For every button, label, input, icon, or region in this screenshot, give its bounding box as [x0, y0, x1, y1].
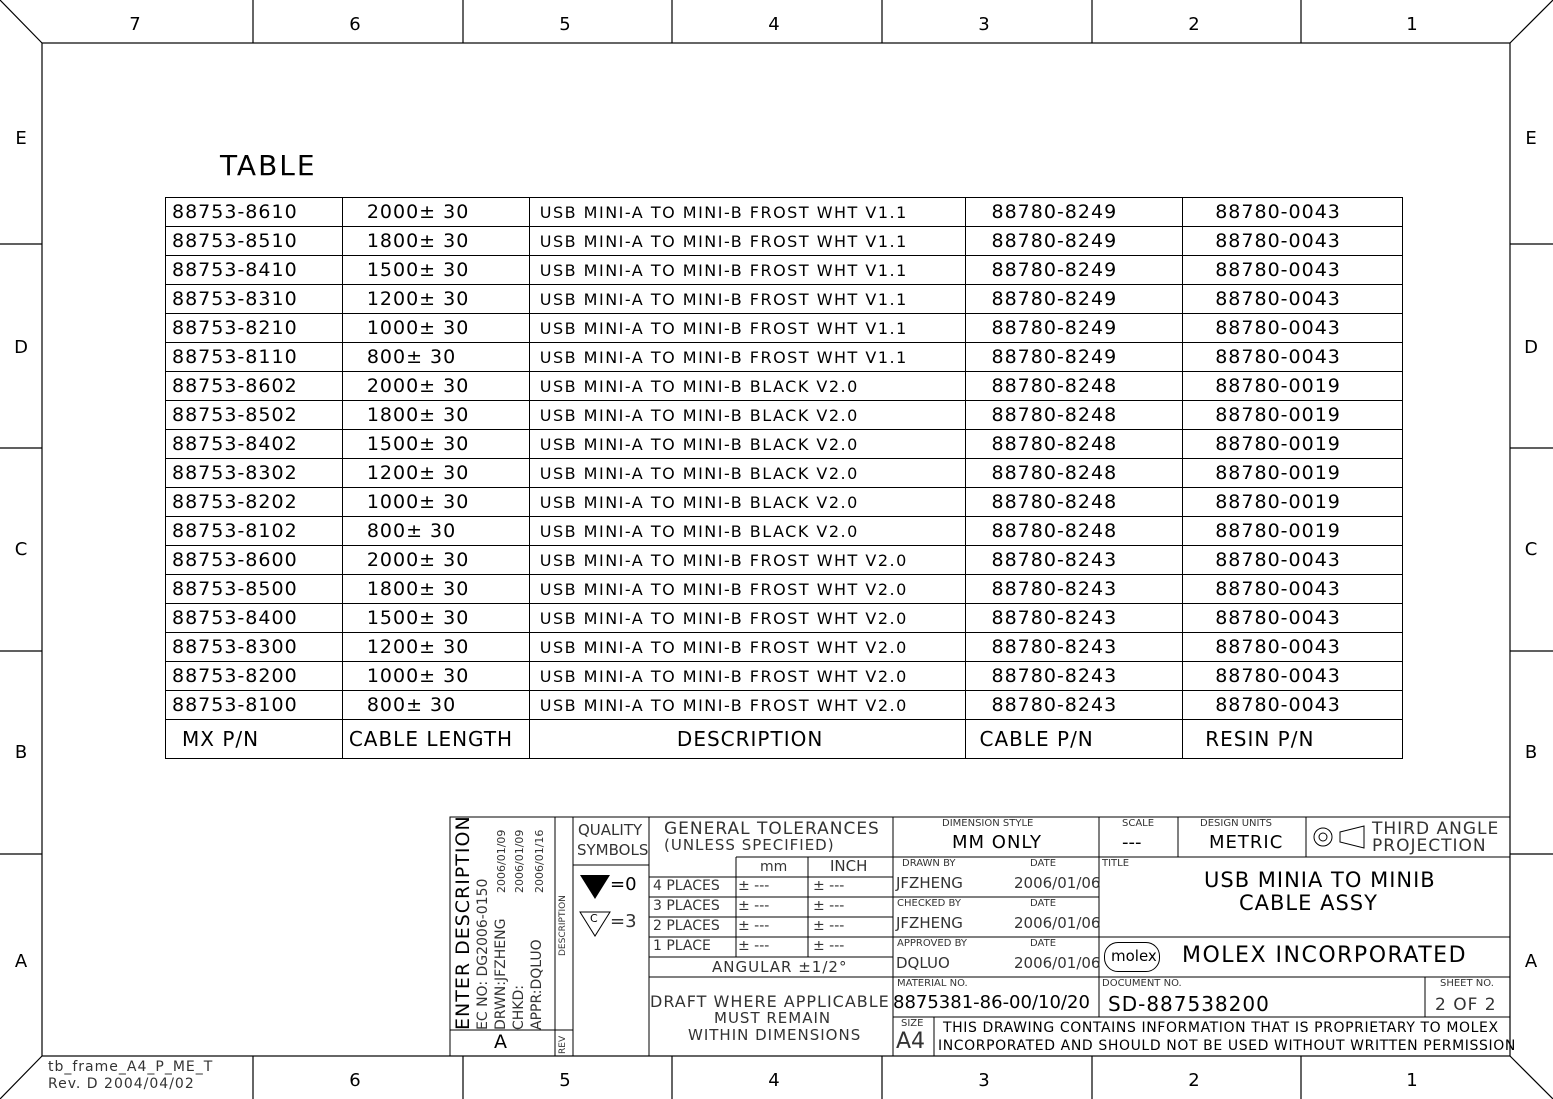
- material-value: 8875381-86-00/10/20: [893, 992, 1090, 1013]
- header-description: DESCRIPTION: [529, 720, 965, 759]
- cell-mx-pn: 88753-8100: [166, 691, 343, 720]
- revision-letter: A: [494, 1031, 507, 1053]
- cell-description: USB MINI-A TO MINI-B FROST WHT V2.0: [529, 691, 965, 720]
- proprietary-notice-2: INCORPORATED AND SHOULD NOT BE USED WITHOUT WRITTEN PERMISSION: [938, 1038, 1516, 1054]
- cell-cable-length: 800± 30: [342, 517, 529, 546]
- drawing-title-2: CABLE ASSY: [1239, 891, 1378, 915]
- cell-resin-pn: 88780-0043: [1183, 285, 1403, 314]
- cell-description: USB MINI-A TO MINI-B FROST WHT V2.0: [529, 575, 965, 604]
- zone-label-bottom-2: 2: [1188, 1070, 1200, 1091]
- cell-mx-pn: 88753-8200: [166, 662, 343, 691]
- cell-cable-length: 1000± 30: [342, 662, 529, 691]
- zone-label-left-E: E: [15, 128, 27, 149]
- cell-cable-pn: 88780-8249: [965, 343, 1183, 372]
- revision-checked: CHKD:: [511, 985, 527, 1030]
- document-value: SD-887538200: [1108, 992, 1270, 1016]
- cell-description: USB MINI-A TO MINI-B FROST WHT V1.1: [529, 198, 965, 227]
- zone-label-right-A: A: [1524, 951, 1538, 972]
- sheet-value: 2 OF 2: [1435, 995, 1497, 1015]
- projection-line-2: PROJECTION: [1372, 836, 1487, 856]
- cell-mx-pn: 88753-8310: [166, 285, 343, 314]
- cell-cable-pn: 88780-8243: [965, 662, 1183, 691]
- cell-resin-pn: 88780-0043: [1183, 575, 1403, 604]
- cell-mx-pn: 88753-8110: [166, 343, 343, 372]
- cell-cable-length: 1200± 30: [342, 459, 529, 488]
- tolerances-angular: ANGULAR ±1/2°: [712, 958, 848, 976]
- cell-description: USB MINI-A TO MINI-B FROST WHT V2.0: [529, 662, 965, 691]
- cell-cable-pn: 88780-8249: [965, 256, 1183, 285]
- zone-label-bottom-5: 5: [559, 1070, 571, 1091]
- cell-resin-pn: 88780-0043: [1183, 546, 1403, 575]
- cell-cable-length: 1500± 30: [342, 604, 529, 633]
- dimension-style-label: DIMENSION STYLE: [942, 818, 1034, 829]
- drawn-by-label: DRAWN BY: [902, 858, 956, 869]
- revision-date-3: 2006/01/16: [533, 829, 546, 893]
- cell-description: USB MINI-A TO MINI-B BLACK V2.0: [529, 401, 965, 430]
- quality-title-1: QUALITY: [578, 821, 643, 839]
- cell-mx-pn: 88753-8500: [166, 575, 343, 604]
- cell-description: USB MINI-A TO MINI-B BLACK V2.0: [529, 372, 965, 401]
- tolerance-mm-value: ± ---: [738, 898, 770, 914]
- cell-description: USB MINI-A TO MINI-B BLACK V2.0: [529, 430, 965, 459]
- sheet-label: SHEET NO.: [1440, 978, 1494, 989]
- cell-cable-pn: 88780-8248: [965, 372, 1183, 401]
- approved-by-value: DQLUO: [896, 954, 950, 972]
- scale-value: ---: [1122, 832, 1142, 853]
- cell-cable-pn: 88780-8249: [965, 198, 1183, 227]
- cell-resin-pn: 88780-0019: [1183, 401, 1403, 430]
- design-units-label: DESIGN UNITS: [1200, 818, 1272, 829]
- cell-mx-pn: 88753-8300: [166, 633, 343, 662]
- cell-resin-pn: 88780-0043: [1183, 691, 1403, 720]
- zone-label-right-E: E: [1525, 128, 1537, 149]
- drawn-by-value: JFZHENG: [896, 874, 963, 892]
- checked-date-value: 2006/01/06: [1014, 914, 1101, 932]
- cell-resin-pn: 88780-0043: [1183, 198, 1403, 227]
- cell-cable-pn: 88780-8243: [965, 575, 1183, 604]
- revision-drawn: DRWN:JFZHENG: [493, 918, 509, 1030]
- projection-icon: [1312, 824, 1368, 850]
- tolerances-title-2: (UNLESS SPECIFIED): [664, 836, 835, 854]
- revision-ec-no: EC NO: DG2006-0150: [475, 878, 491, 1030]
- cell-description: USB MINI-A TO MINI-B FROST WHT V2.0: [529, 546, 965, 575]
- revision-date-2: 2006/01/09: [513, 829, 526, 893]
- cell-resin-pn: 88780-0019: [1183, 517, 1403, 546]
- cell-cable-length: 1800± 30: [342, 227, 529, 256]
- cell-cable-length: 1200± 30: [342, 285, 529, 314]
- drawn-date-label: DATE: [1030, 858, 1057, 869]
- cell-cable-length: 1500± 30: [342, 430, 529, 459]
- cell-cable-length: 2000± 30: [342, 546, 529, 575]
- size-label: SIZE: [901, 1018, 924, 1029]
- cell-mx-pn: 88753-8410: [166, 256, 343, 285]
- header-mx-pn: MX P/N: [166, 720, 343, 759]
- cell-cable-pn: 88780-8243: [965, 691, 1183, 720]
- tolerance-mm-value: ± ---: [738, 938, 770, 954]
- molex-logo-text: molex: [1111, 947, 1157, 965]
- approved-date-value: 2006/01/06: [1014, 954, 1101, 972]
- tolerance-places-label: 4 PLACES: [653, 878, 720, 894]
- revision-title: ENTER DESCRIPTION: [452, 815, 474, 1030]
- design-units-value: METRIC: [1209, 832, 1284, 853]
- cell-resin-pn: 88780-0019: [1183, 488, 1403, 517]
- cell-mx-pn: 88753-8400: [166, 604, 343, 633]
- cell-cable-pn: 88780-8249: [965, 314, 1183, 343]
- tolerance-places-label: 1 PLACE: [653, 938, 711, 954]
- zone-label-left-A: A: [14, 951, 28, 972]
- header-cable-pn: CABLE P/N: [965, 720, 1183, 759]
- cell-cable-length: 1500± 30: [342, 256, 529, 285]
- cell-cable-length: 2000± 30: [342, 372, 529, 401]
- tolerance-inch-value: ± ---: [813, 878, 845, 894]
- projection-line-1: THIRD ANGLE: [1372, 819, 1500, 839]
- zone-label-top-4: 4: [768, 14, 780, 35]
- molex-logo: [1104, 942, 1160, 972]
- cell-cable-length: 800± 30: [342, 691, 529, 720]
- cell-cable-pn: 88780-8248: [965, 401, 1183, 430]
- cell-mx-pn: 88753-8502: [166, 401, 343, 430]
- cell-cable-pn: 88780-8248: [965, 488, 1183, 517]
- cell-cable-pn: 88780-8243: [965, 546, 1183, 575]
- scale-label: SCALE: [1122, 818, 1155, 829]
- cell-mx-pn: 88753-8610: [166, 198, 343, 227]
- cell-resin-pn: 88780-0043: [1183, 604, 1403, 633]
- cell-cable-length: 1200± 30: [342, 633, 529, 662]
- cell-cable-length: 1000± 30: [342, 314, 529, 343]
- zone-label-bottom-1: 1: [1406, 1070, 1418, 1091]
- zone-label-top-6: 6: [349, 14, 361, 35]
- zone-label-left-B: B: [14, 742, 28, 763]
- cell-cable-length: 1800± 30: [342, 401, 529, 430]
- cell-cable-pn: 88780-8249: [965, 227, 1183, 256]
- zone-label-right-B: B: [1524, 742, 1538, 763]
- zone-label-top-2: 2: [1188, 14, 1200, 35]
- cell-mx-pn: 88753-8202: [166, 488, 343, 517]
- cell-mx-pn: 88753-8510: [166, 227, 343, 256]
- cell-resin-pn: 88780-0019: [1183, 430, 1403, 459]
- draft-line-3: WITHIN DIMENSIONS: [688, 1026, 862, 1044]
- cell-description: USB MINI-A TO MINI-B FROST WHT V2.0: [529, 604, 965, 633]
- cell-cable-pn: 88780-8243: [965, 604, 1183, 633]
- cell-description: USB MINI-A TO MINI-B BLACK V2.0: [529, 459, 965, 488]
- quality-symbol-2-letter: C: [590, 912, 598, 925]
- cell-cable-length: 800± 30: [342, 343, 529, 372]
- cell-cable-length: 1000± 30: [342, 488, 529, 517]
- cell-mx-pn: 88753-8402: [166, 430, 343, 459]
- tolerances-title-1: GENERAL TOLERANCES: [664, 819, 880, 839]
- cell-description: USB MINI-A TO MINI-B FROST WHT V1.1: [529, 314, 965, 343]
- zone-label-top-7: 7: [129, 14, 141, 35]
- cell-cable-length: 1800± 30: [342, 575, 529, 604]
- material-label: MATERIAL NO.: [897, 978, 968, 989]
- proprietary-notice-1: THIS DRAWING CONTAINS INFORMATION THAT IS PROPRIETARY TO MOLEX: [943, 1020, 1499, 1036]
- zone-label-right-D: D: [1524, 337, 1538, 358]
- cell-resin-pn: 88780-0019: [1183, 372, 1403, 401]
- cell-description: USB MINI-A TO MINI-B FROST WHT V1.1: [529, 343, 965, 372]
- zone-label-left-C: C: [14, 539, 28, 560]
- checked-date-label: DATE: [1030, 898, 1057, 909]
- cell-cable-pn: 88780-8243: [965, 633, 1183, 662]
- zone-label-bottom-4: 4: [768, 1070, 780, 1091]
- cell-description: USB MINI-A TO MINI-B FROST WHT V1.1: [529, 227, 965, 256]
- dimension-style-value: MM ONLY: [952, 832, 1043, 853]
- drawn-date-value: 2006/01/06: [1014, 874, 1101, 892]
- cell-cable-pn: 88780-8249: [965, 285, 1183, 314]
- tolerance-mm-value: ± ---: [738, 918, 770, 934]
- filled-triangle-icon: [579, 873, 611, 901]
- cell-resin-pn: 88780-0043: [1183, 633, 1403, 662]
- draft-line-2: MUST REMAIN: [714, 1009, 832, 1027]
- tolerance-mm-value: ± ---: [738, 878, 770, 894]
- checked-by-label: CHECKED BY: [897, 898, 961, 909]
- cell-mx-pn: 88753-8600: [166, 546, 343, 575]
- cell-cable-length: 2000± 30: [342, 198, 529, 227]
- template-name: tb_frame_A4_P_ME_T: [48, 1059, 214, 1075]
- template-rev: Rev. D 2004/04/02: [48, 1076, 195, 1092]
- title-label: TITLE: [1102, 858, 1130, 869]
- cell-resin-pn: 88780-0043: [1183, 343, 1403, 372]
- tolerance-places-label: 2 PLACES: [653, 918, 720, 934]
- cell-description: USB MINI-A TO MINI-B FROST WHT V1.1: [529, 285, 965, 314]
- revision-approved: APPR:DQLUO: [529, 939, 545, 1030]
- revision-date-1: 2006/01/09: [495, 829, 508, 893]
- approved-date-label: DATE: [1030, 938, 1057, 949]
- cell-resin-pn: 88780-0019: [1183, 459, 1403, 488]
- tolerances-col-mm: mm: [760, 859, 788, 875]
- cell-mx-pn: 88753-8302: [166, 459, 343, 488]
- cell-resin-pn: 88780-0043: [1183, 256, 1403, 285]
- cell-cable-pn: 88780-8248: [965, 430, 1183, 459]
- tolerance-inch-value: ± ---: [813, 918, 845, 934]
- description-label: DESCRIPTION: [558, 895, 568, 956]
- cell-resin-pn: 88780-0043: [1183, 314, 1403, 343]
- rev-label: REV: [558, 1035, 568, 1054]
- zone-label-right-C: C: [1524, 539, 1538, 560]
- zone-label-bottom-3: 3: [978, 1070, 990, 1091]
- zone-label-top-3: 3: [978, 14, 990, 35]
- cell-description: USB MINI-A TO MINI-B FROST WHT V1.1: [529, 256, 965, 285]
- document-label: DOCUMENT NO.: [1102, 978, 1182, 989]
- approved-by-label: APPROVED BY: [897, 938, 968, 949]
- cell-description: USB MINI-A TO MINI-B FROST WHT V2.0: [529, 633, 965, 662]
- zone-label-left-D: D: [14, 337, 28, 358]
- draft-line-1: DRAFT WHERE APPLICABLE: [650, 992, 890, 1011]
- drawing-title-1: USB MINIA TO MINIB: [1204, 868, 1436, 892]
- tolerances-col-inch: INCH: [830, 857, 868, 875]
- cell-cable-pn: 88780-8248: [965, 459, 1183, 488]
- zone-label-top-5: 5: [559, 14, 571, 35]
- tolerance-inch-value: ± ---: [813, 938, 845, 954]
- size-value: A4: [896, 1029, 926, 1054]
- header-cable-length: CABLE LENGTH: [342, 720, 529, 759]
- quality-symbol-1: =0: [610, 874, 637, 895]
- quality-title-2: SYMBOLS: [577, 841, 649, 859]
- header-resin-pn: RESIN P/N: [1183, 720, 1403, 759]
- cell-mx-pn: 88753-8210: [166, 314, 343, 343]
- tolerance-places-label: 3 PLACES: [653, 898, 720, 914]
- cell-description: USB MINI-A TO MINI-B BLACK V2.0: [529, 488, 965, 517]
- table-title: TABLE: [220, 149, 317, 182]
- cell-mx-pn: 88753-8602: [166, 372, 343, 401]
- quality-symbol-2: =3: [610, 911, 637, 932]
- cell-cable-pn: 88780-8248: [965, 517, 1183, 546]
- checked-by-value: JFZHENG: [896, 914, 963, 932]
- tolerance-inch-value: ± ---: [813, 898, 845, 914]
- cell-mx-pn: 88753-8102: [166, 517, 343, 546]
- cell-resin-pn: 88780-0043: [1183, 227, 1403, 256]
- zone-label-top-1: 1: [1406, 14, 1418, 35]
- cell-description: USB MINI-A TO MINI-B BLACK V2.0: [529, 517, 965, 546]
- zone-label-bottom-6: 6: [349, 1070, 361, 1091]
- cell-resin-pn: 88780-0043: [1183, 662, 1403, 691]
- company-name: MOLEX INCORPORATED: [1182, 943, 1468, 968]
